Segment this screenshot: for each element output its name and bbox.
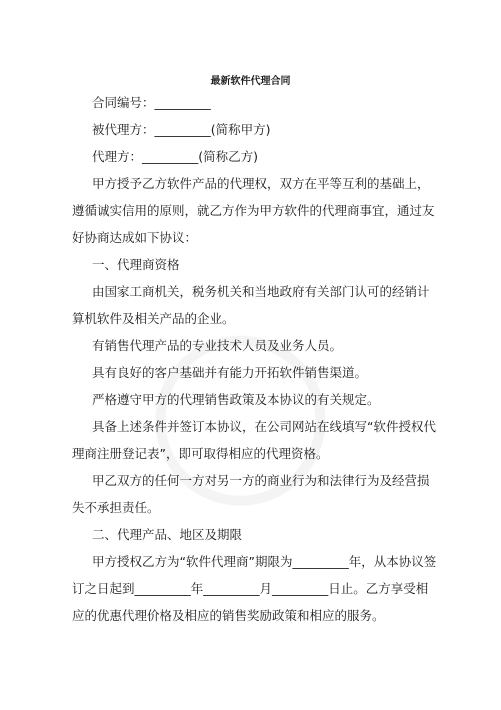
contract-number-line: 合同编号：_________ bbox=[92, 95, 211, 110]
paragraph-line: 遵循诚实信用的原则，就乙方作为甲方软件的代理商事宜，通过友 bbox=[72, 203, 435, 218]
paragraph-line: 有销售代理产品的专业技术人员及业务人员。 bbox=[92, 338, 343, 353]
section-heading: 一、代理商资格 bbox=[92, 257, 180, 272]
paragraph-line: 算机软件及相关产品的企业。 bbox=[72, 311, 235, 326]
paragraph-line: 甲乙双方的任何一方对另一方的商业行为和法律行为及经营损 bbox=[92, 473, 430, 488]
paragraph-line: 甲方授权乙方为“软件代理商”期限为_________年，从本协议签 bbox=[92, 554, 437, 569]
paragraph-line: 具有良好的客户基础并有能力开拓软件销售渠道。 bbox=[92, 365, 368, 380]
paragraph-line: 具备上述条件并签订本协议，在公司网站在线填写“软件授权代 bbox=[92, 419, 436, 434]
document-title: 最新软件代理合同 bbox=[210, 76, 291, 87]
paragraph-line: 甲方授予乙方软件产品的代理权，双方在平等互利的基础上， bbox=[92, 176, 430, 191]
paragraph-line: 好协商达成如下协议： bbox=[72, 230, 198, 245]
paragraph-line: 应的优惠代理价格及相应的销售奖励政策和相应的服务。 bbox=[72, 608, 385, 623]
paragraph-line: 由国家工商机关，税务机关和当地政府有关部门认可的经销计 bbox=[92, 284, 430, 299]
paragraph-line: 失不承担责任。 bbox=[72, 500, 160, 515]
section-heading: 二、代理产品、地区及期限 bbox=[92, 527, 243, 542]
paragraph-line: 理商注册登记表”，即可取得相应的代理资格。 bbox=[72, 446, 329, 461]
paragraph-line: 严格遵守甲方的代理销售政策及本协议的有关规定。 bbox=[92, 392, 380, 407]
agent-party-line: 代理方：_________(简称乙方) bbox=[92, 149, 259, 164]
principal-party-line: 被代理方：_________(简称甲方) bbox=[92, 122, 271, 137]
paragraph-line: 订之日起到_________年_________月_________日止。乙方享受相 bbox=[72, 581, 429, 596]
